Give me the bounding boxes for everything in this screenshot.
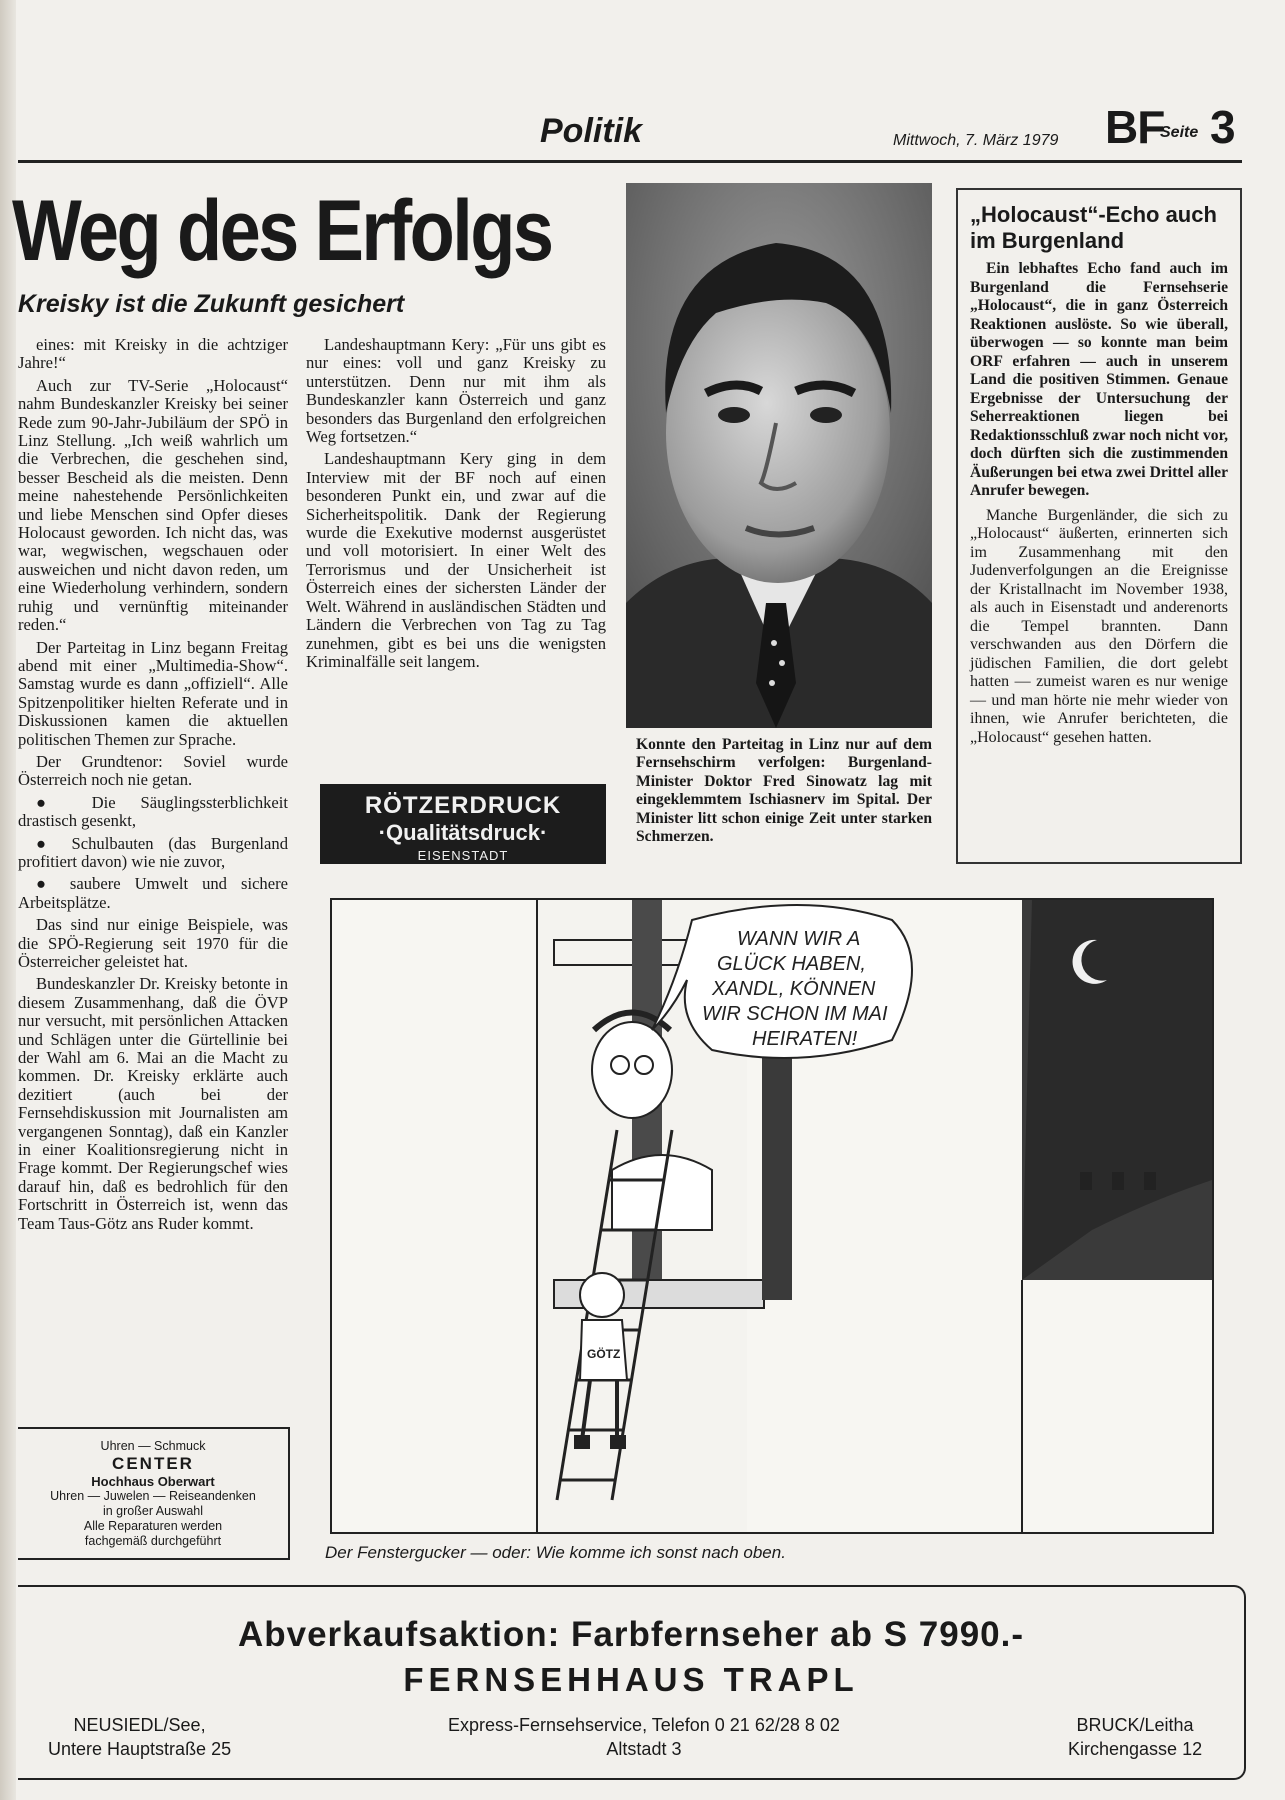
ad-line: in großer Auswahl: [102, 1504, 204, 1518]
speech-line: WIR SCHON IM MAI: [702, 1003, 888, 1025]
paragraph: Das sind nur einige Beispiele, was die SPÖ-Regierung seit 1970 für die Österreicher geleistet hat.: [18, 915, 288, 971]
ad-line: NEUSIEDL/See,: [73, 1715, 206, 1735]
section-title: Politik: [540, 112, 643, 150]
bullet-item: ● Schulbauten (das Burgenland profitiert davon) wie nie zuvor,: [18, 833, 288, 871]
paragraph: Auch zur TV-Serie „Holocaust“ nahm Bundeskanzler Kreisky bei seiner Rede zum 90-Jahr-Jubiläum der SPÖ in Linz Stellung. „Ich weiß wahrlich um die Verbrechen, die geschehen sind, besser Bescheid als die meisten. Denn meine nahestehende Persönlichkeiten und liebe Menschen sind Opfer dieses Holocaust geworden. Ich nicht das, was war, wegwischen, wegschauen oder ausweichen und nicht davon reden, um eine Wiederholung verhindern, sondern ruhig und vernünftig miteinander reden.“: [18, 375, 288, 635]
photo-caption: Konnte den Parteitag in Linz nur auf dem Fernsehschirm verfolgen: Burgenland-Minister Doktor Fred Sinowatz lag mit eingeklemmtem Ischiasnerv im Spital. Der Minister litt schon einige Zeit unter starken Schmerzen.: [636, 736, 932, 846]
ad-slogan: ·Qualitätsdruck·: [378, 820, 548, 845]
ad-address-left: [48, 1713, 231, 1761]
ad-line: Untere Hauptstraße 25: [48, 1739, 232, 1759]
sidebar-box: [956, 188, 1242, 864]
header-rule: [18, 160, 1242, 163]
sidebar-lead: Ein lebhaftes Echo fand auch im Burgenland die Fernsehserie „Holocaust“, die in ganz Österreich Reaktionen auslöste. So wie überall, überwogen — so konnte man beim ORF erfahren — auch in unserem Land die positiven Stimmen. Genaue Ergebnisse der Untersuchung der Seherreaktionen liegen bei Redaktionsschluß zwar noch nicht vor, doch dürften sich die zustimmenden Äußerungen bei etwa zwei Drittel aller Anrufer bewegen.: [970, 260, 1228, 499]
bullet-item: ● Die Säuglingssterblichkeit drastisch gesenkt,: [18, 792, 288, 831]
portrait-photo: [626, 183, 932, 728]
paragraph: eines: mit Kreisky in die achtziger Jahre!“: [18, 335, 288, 373]
ad-offer: Abverkaufsaktion: Farbfernseher ab S 7990.-: [237, 1615, 1025, 1654]
ad-brand: RÖTZERDRUCK: [364, 792, 562, 819]
ad-address-right: [1068, 1713, 1202, 1761]
ad-line: Hochhaus Oberwart: [91, 1474, 215, 1489]
sidebar-title: „Holocaust“-Echo auch im Burgenland: [970, 202, 1217, 253]
paragraph: Landeshauptmann Kery ging in dem Interview mit der BF noch auf einen besonderen Punkt ein, und zwar auf die Sicherheitspolitik. Dank der Regierung wurde die Exekutive modernst ausgerüstet und voll motorisiert. In einer Welt des Terrorismus und der Unsicherheit ist Österreich eines der sichersten Länder der Welt. Während in ausländischen Städten und Ländern die Verbrechen von Tag zu Tag zunehmen, gibt es bei uns die wenigsten Kriminalfälle seit langem.: [306, 449, 606, 671]
cartoon-drawing: [332, 900, 1212, 1532]
ad-line: Uhren — Schmuck: [100, 1439, 206, 1453]
page-label: Seite: [1160, 124, 1199, 141]
ad-brand: FERNSEHHAUS TRAPL: [403, 1661, 859, 1698]
ad-line: Express-Fernsehservice, Telefon 0 21 62/28 8 02: [448, 1715, 840, 1735]
subheadline: Kreisky ist die Zukunft gesichert: [18, 290, 405, 318]
ad-address-middle: [448, 1713, 840, 1761]
paragraph: Bundeskanzler Dr. Kreisky betonte in diesem Zusammenhang, daß die ÖVP nur versucht, mit persönlichen Attacken und Schlägen unter die Gürtellinie bei der Wahl am 6. Mai an die Macht zu kommen. Dr. Kreisky erklärte auch dezitiert (auch bei der Fernsehdiskussion mit Journalisten am vergangenen Sonntag), daß ein Kanzler in einer Koalitionsregierung nicht in Frage kommt. Der Regierungschef wies darauf hin, daß es bedrohlich für den Fortschritt in Österreich ist, wenn das Team Taus-Götz ans Ruder kommt.: [18, 974, 288, 1233]
speech-line: GLÜCK HABEN,: [717, 953, 866, 975]
article-column-2: [306, 336, 606, 675]
ad-line: BRUCK/Leitha: [1076, 1715, 1194, 1735]
paragraph: Landeshauptmann Kery: „Für uns gibt es nur eines: voll und ganz Kreisky zu unterstützen. Denn nur mit ihm als Bundeskanzler kann Österreich und ganz besonders das Burgenland den erfolgreichen Weg fortsetzen.“: [306, 335, 606, 447]
paragraph: Der Grundtenor: Soviel wurde Österreich noch nie getan.: [18, 751, 288, 790]
bullet-item: ● saubere Umwelt und sichere Arbeitsplätze.: [18, 874, 288, 912]
ad-uhren-center: [18, 1427, 290, 1560]
paragraph: Der Parteitag in Linz begann Freitag abend mit einer „Multimedia-Show“. Samstag wurde es dann „offiziell“. Alle Spitzenpolitiker hielten Referate und in Diskussionen kamen die aktuellen politischen Themen zur Sprache.: [18, 637, 288, 749]
cartoon: [330, 898, 1214, 1534]
speech-line: HEIRATEN!: [752, 1028, 858, 1050]
speech-line: WANN WIR A: [737, 928, 860, 950]
speech-line: XANDL, KÖNNEN: [712, 978, 876, 1000]
article-column-1: [18, 336, 288, 1237]
ad-line: Alle Reparaturen werden: [83, 1519, 223, 1533]
ad-location: EISENSTADT: [417, 848, 509, 863]
portrait-illustration: [626, 183, 932, 728]
paper-logo: BF: [1105, 101, 1165, 153]
page-number: 3: [1210, 101, 1236, 153]
ad-line: Uhren — Juwelen — Reiseandenken: [50, 1489, 256, 1503]
ad-line: Kirchengasse 12: [1068, 1739, 1203, 1759]
ad-line: Altstadt 3: [606, 1739, 682, 1759]
ad-line: fachgemäß durchgeführt: [84, 1534, 222, 1548]
cartoon-caption: Der Fenstergucker — oder: Wie komme ich sonst nach oben.: [325, 1543, 786, 1562]
shirt-label: GÖTZ: [587, 1347, 621, 1361]
ad-brand: CENTER: [112, 1454, 194, 1473]
headline: Weg des Erfolgs: [12, 183, 552, 279]
sidebar-body: Manche Burgenländer, die sich zu „Holocaust“ äußerten, erinnerten sich im Zusammenhang mit den Judenverfolgungen an die Ereignisse der Kristallnacht im November 1938, als auch in Eisenstadt und anderenorts die Tempel brannten. Dann verschwanden aus den Dörfern die jüdischen Familien, die dort gelebt hatten — zumeist waren es nur wenige — und man hörte nie mehr wieder von ihnen, wie Anrufer berichteten, die „Holocaust“ gesehen hatten.: [970, 506, 1228, 746]
ad-roetzerdruck: [320, 784, 606, 864]
issue-date: Mittwoch, 7. März 1979: [893, 132, 1059, 149]
ad-fernsehhaus-trapl: [18, 1585, 1246, 1780]
